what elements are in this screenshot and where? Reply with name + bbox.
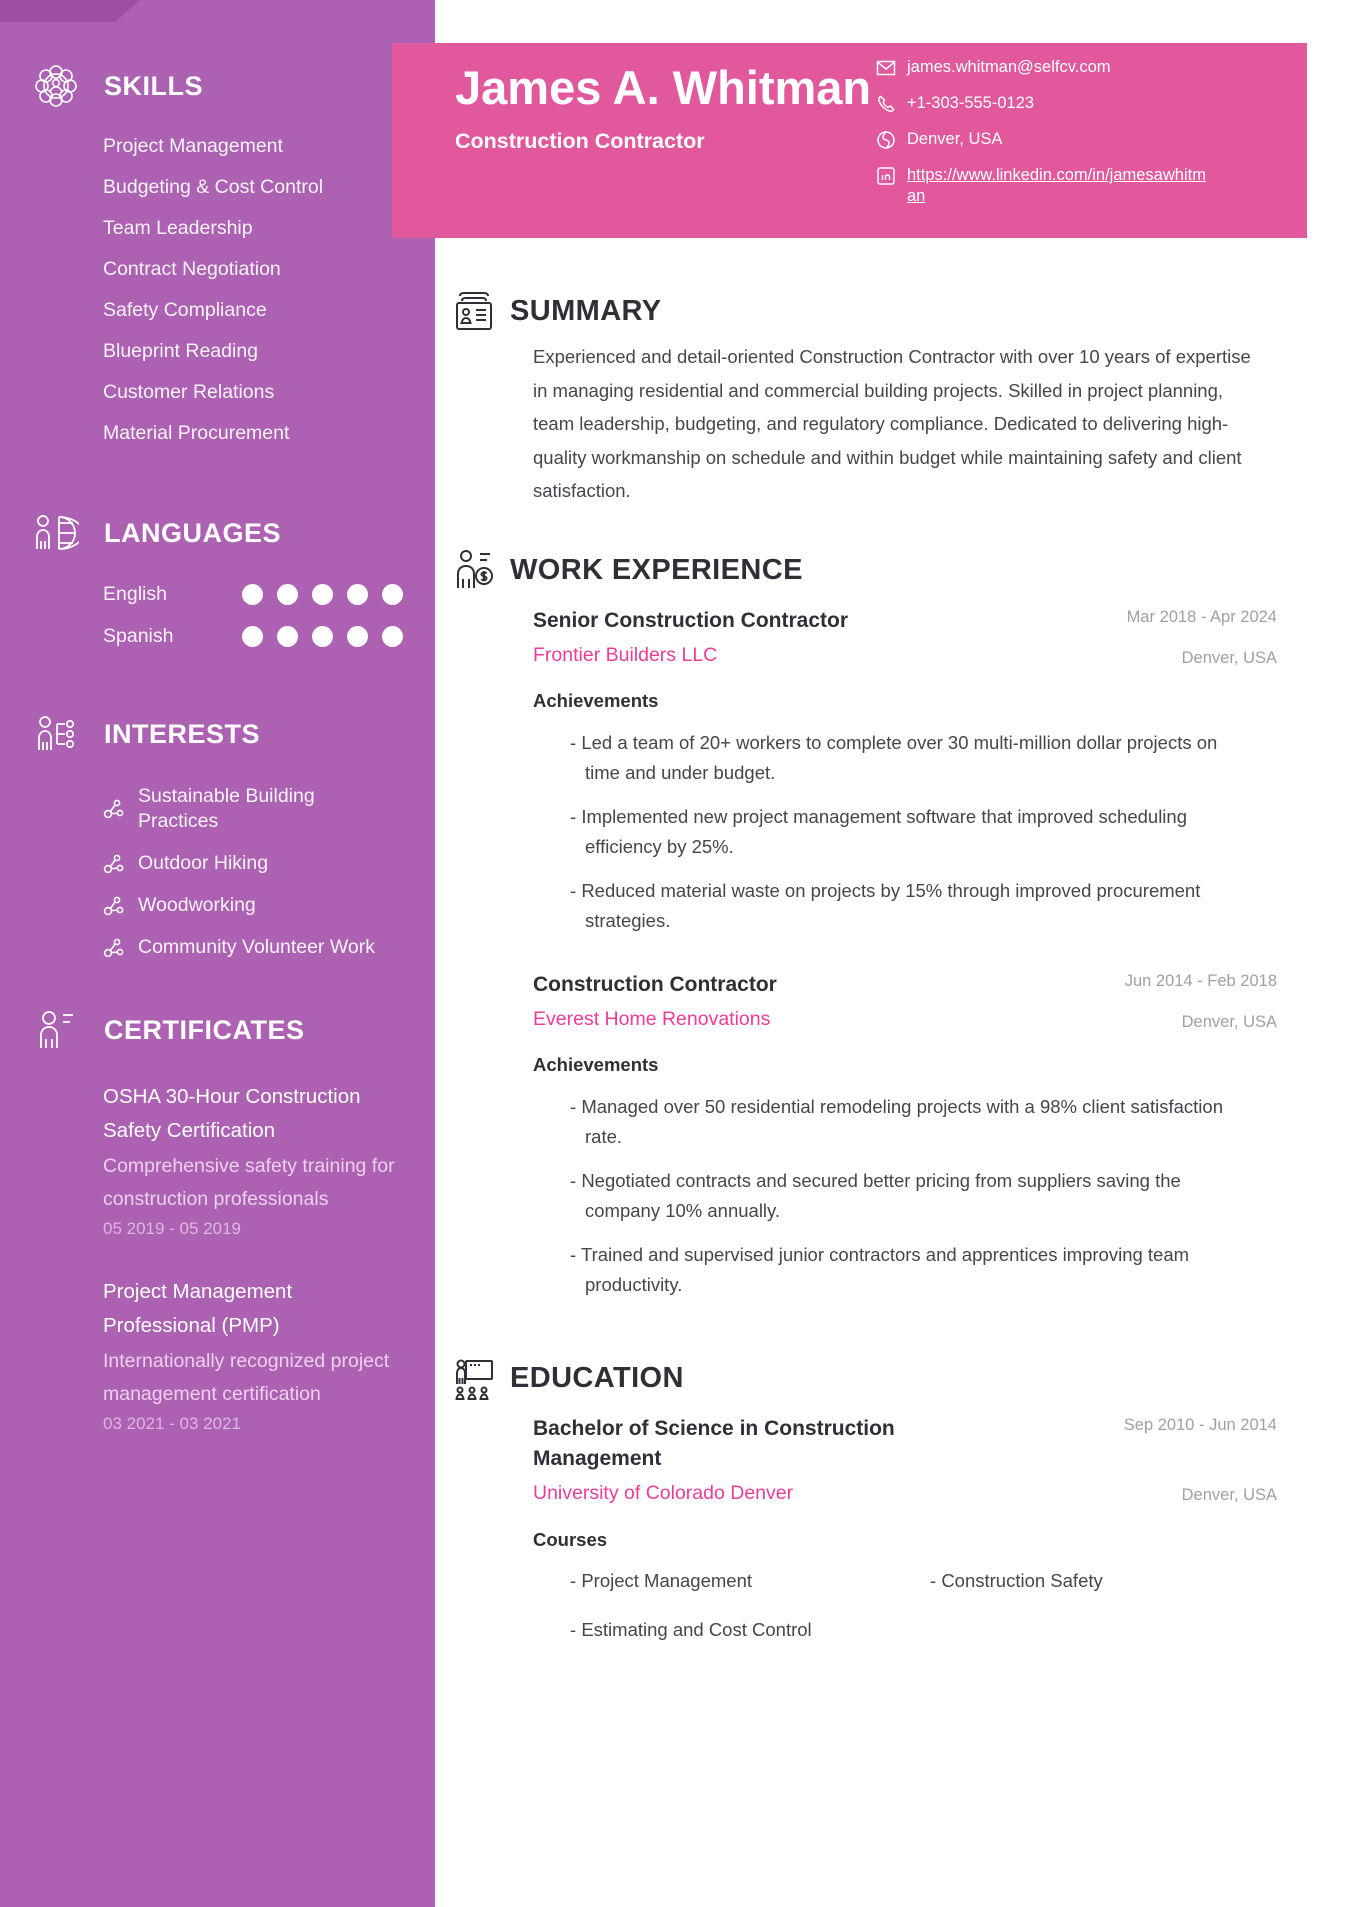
skill-item: Safety Compliance: [103, 299, 267, 321]
level-dot: [382, 584, 403, 605]
interests-icon: [33, 710, 79, 758]
contact-block: [876, 57, 1271, 222]
job-head: [533, 606, 1277, 668]
skill-item: Customer Relations: [103, 381, 275, 403]
certificate-name: OSHA 30-Hour Construction Safety Certification: [103, 1085, 361, 1142]
achievement-list: [533, 728, 1277, 936]
interests-section-header: [33, 710, 415, 758]
courses-label: Courses: [533, 1528, 608, 1550]
course-item: - Estimating and Cost Control: [570, 1616, 930, 1643]
language-name: English: [103, 583, 167, 605]
interest-label: Outdoor Hiking: [138, 852, 269, 874]
languages-title: LANGUAGES: [104, 517, 282, 548]
certificate-description: Internationally recognized project management certification: [103, 1350, 390, 1405]
level-dot: [242, 626, 263, 647]
summary-section: [505, 288, 1277, 508]
interests-title: INTERESTS: [104, 718, 261, 749]
achievement-item: - Led a team of 20+ workers to complete over 30 multi-million dollar projects on time and under budget.: [570, 728, 1250, 788]
certificates-icon: [33, 1006, 79, 1054]
contact-location-row: [876, 129, 1271, 150]
language-level-dots: [242, 626, 403, 647]
course-item: - Project Management: [570, 1567, 930, 1594]
certificate-item: [103, 1275, 415, 1434]
header-banner: [392, 43, 1307, 238]
education-title: EDUCATION: [510, 1362, 684, 1394]
certificate-name: Project Management Professional (PMP): [103, 1280, 293, 1337]
skill-item: Material Procurement: [103, 422, 290, 444]
certificate-item: [103, 1080, 415, 1239]
language-level-dots: [242, 584, 403, 605]
summary-icon: [452, 288, 496, 334]
education-head: [533, 1414, 1277, 1505]
skill-item: Budgeting & Cost Control: [103, 176, 324, 198]
interest-item: [103, 893, 415, 918]
interests-list: [33, 784, 415, 960]
skills-title: SKILLS: [104, 70, 204, 101]
job-location: Denver, USA: [1181, 1012, 1277, 1031]
education-entry: [533, 1414, 1277, 1643]
level-dot: [347, 584, 368, 605]
job-title: Construction Contractor: [533, 972, 777, 996]
job-company: Frontier Builders LLC: [533, 643, 718, 666]
job-dates: Jun 2014 - Feb 2018: [1124, 971, 1277, 990]
skills-list: [33, 136, 415, 443]
job-title: Senior Construction Contractor: [533, 608, 849, 632]
contact-email: james.whitman@selfcv.com: [907, 58, 1111, 76]
interest-item: [103, 851, 415, 876]
skill-item: Project Management: [103, 135, 283, 157]
level-dot: [277, 584, 298, 605]
achievements-label: Achievements: [533, 1053, 659, 1075]
languages-icon: [33, 509, 79, 557]
corner-decoration: [0, 0, 140, 22]
work-experience-title: WORK EXPERIENCE: [510, 554, 803, 586]
language-row: [103, 625, 415, 648]
education-dates: Sep 2010 - Jun 2014: [1123, 1415, 1277, 1434]
languages-section-header: [33, 509, 415, 557]
globe-icon: [876, 130, 896, 150]
phone-icon: [876, 94, 896, 114]
level-dot: [347, 626, 368, 647]
job-head: [533, 970, 1277, 1032]
email-icon: [876, 58, 896, 78]
person-name: James A. Whitman: [455, 61, 872, 114]
skill-item: Team Leadership: [103, 217, 253, 239]
interest-label: Sustainable Building Practices: [138, 785, 315, 832]
job-dates: Mar 2018 - Apr 2024: [1126, 607, 1277, 626]
certificate-dates: 03 2021 - 03 2021: [103, 1414, 242, 1433]
achievements-label: Achievements: [533, 689, 659, 711]
interest-bullet-icon: [103, 853, 125, 875]
degree-title: Bachelor of Science in Construction Management: [533, 1416, 895, 1470]
interest-item: [103, 935, 415, 960]
level-dot: [277, 626, 298, 647]
interest-bullet-icon: [103, 798, 125, 820]
education-location: Denver, USA: [1181, 1485, 1277, 1504]
certificates-section-header: [33, 1006, 415, 1054]
achievement-item: - Trained and supervised junior contractors and apprentices improving team productivity.: [570, 1240, 1250, 1300]
achievement-item: - Implemented new project management software that improved scheduling efficiency by 25%.: [570, 802, 1250, 862]
language-name: Spanish: [103, 625, 174, 647]
job-entry: [533, 970, 1277, 1300]
level-dot: [242, 584, 263, 605]
level-dot: [312, 584, 333, 605]
work-experience-icon: [452, 548, 496, 594]
language-row: [103, 583, 415, 606]
interest-bullet-icon: [103, 895, 125, 917]
interest-bullet-icon: [103, 937, 125, 959]
job-company: Everest Home Renovations: [533, 1007, 771, 1030]
contact-email-row: [876, 57, 1271, 78]
skills-section-header: [33, 62, 415, 110]
languages-list: [33, 583, 415, 648]
skills-icon: [33, 62, 79, 110]
interest-label: Woodworking: [138, 894, 256, 916]
certificates-title: CERTIFICATES: [104, 1014, 305, 1045]
interest-item: [103, 784, 415, 834]
job-location: Denver, USA: [1181, 648, 1277, 667]
certificate-description: Comprehensive safety training for construction professionals: [103, 1155, 395, 1210]
contact-phone-row: [876, 93, 1271, 114]
achievement-item: - Reduced material waste on projects by 15% through improved procurement strategies.: [570, 876, 1250, 936]
work-experience-section: [505, 548, 1277, 1300]
course-item: - Construction Safety: [930, 1567, 1277, 1594]
work-experience-header: [452, 548, 1277, 594]
school-name: University of Colorado Denver: [533, 1481, 794, 1504]
main-content: [435, 238, 1350, 1643]
summary-body: [505, 340, 1277, 508]
course-list: [533, 1567, 1277, 1643]
education-header: [452, 1356, 1277, 1402]
contact-phone: +1-303-555-0123: [907, 94, 1035, 112]
education-icon: [452, 1356, 496, 1402]
contact-linkedin-link[interactable]: https://www.linkedin.com/in/jamesawhitman: [907, 166, 1206, 205]
level-dot: [312, 626, 333, 647]
interest-label: Community Volunteer Work: [138, 936, 375, 958]
achievement-item: - Managed over 50 residential remodeling projects with a 98% client satisfaction rate.: [570, 1092, 1250, 1152]
job-entry: [533, 606, 1277, 936]
sidebar: [0, 0, 435, 1907]
level-dot: [382, 626, 403, 647]
summary-title: SUMMARY: [510, 294, 662, 327]
achievement-list: [533, 1092, 1277, 1300]
education-section: [505, 1356, 1277, 1643]
contact-linkedin-row: [876, 165, 1271, 207]
summary-header: [452, 288, 1277, 334]
summary-text: Experienced and detail-oriented Construction Contractor with over 10 years of expertise in managing residential and commercial building projects. Skilled in project planning, team leadership, budgeting, and regulatory compliance. Dedicated to delivering high-quality workmanship on schedule and within budget while maintaining safety and client satisfaction.: [533, 346, 1251, 501]
person-job-title: Construction Contractor: [455, 129, 705, 153]
linkedin-icon: [876, 166, 896, 186]
name-block: [455, 59, 875, 154]
achievement-item: - Negotiated contracts and secured better pricing from suppliers saving the company 10% annually.: [570, 1166, 1250, 1226]
skill-item: Blueprint Reading: [103, 340, 259, 362]
contact-location: Denver, USA: [907, 130, 1003, 148]
certificate-dates: 05 2019 - 05 2019: [103, 1219, 242, 1238]
skill-item: Contract Negotiation: [103, 258, 281, 280]
certificates-list: [33, 1080, 415, 1434]
